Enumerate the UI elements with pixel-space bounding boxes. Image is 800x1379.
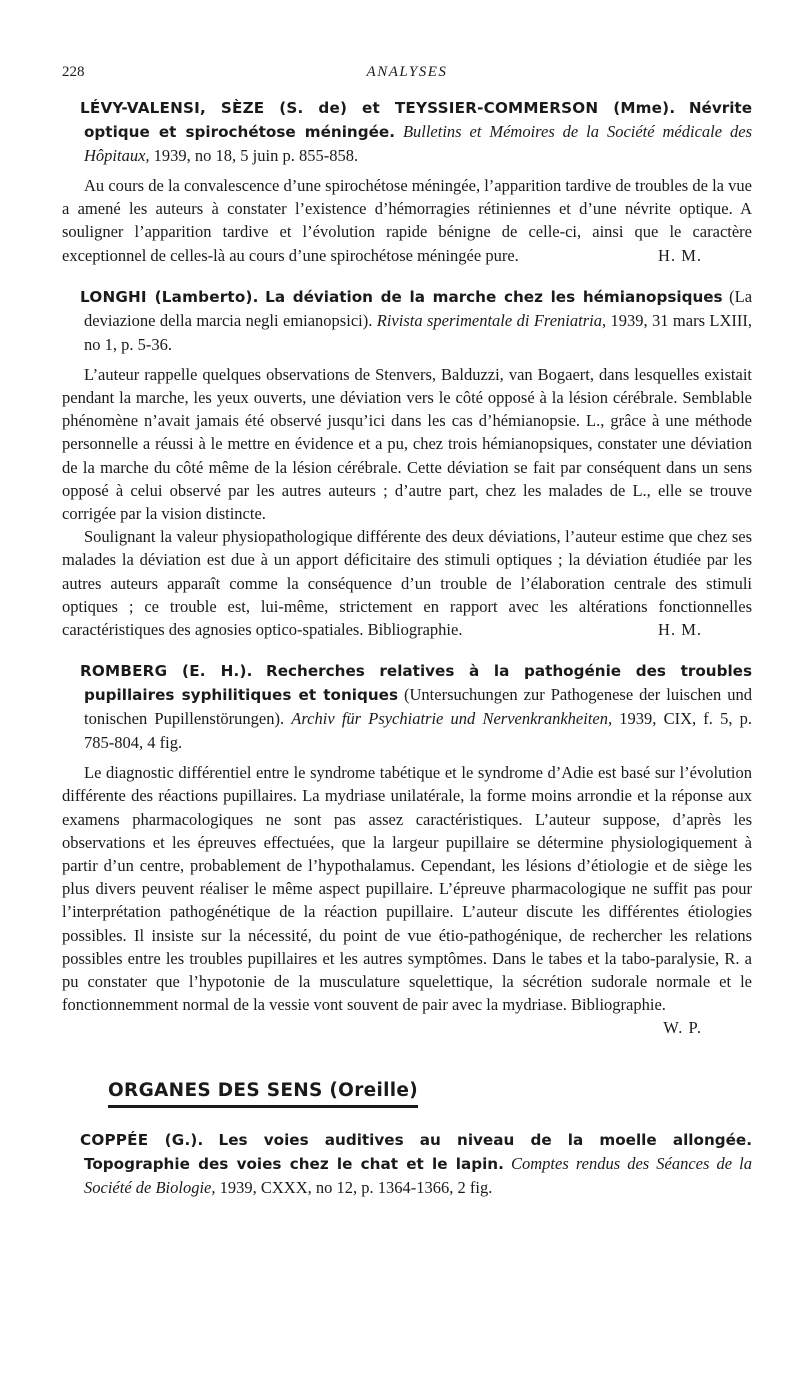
abstract-entry	[62, 1128, 752, 1200]
citation: 1939, no 18, 5 juin p. 855-858.	[153, 146, 359, 165]
article-title: Névrite optique et spirochétose méningée.	[84, 99, 752, 141]
abstract-text: Le diagnostic différentiel entre le syndrome tabétique et le syndrome d’Adie est basé sur l’évolution différente des réactions pupillaires. La mydriase unilatérale, la forme moins arrondie et la réponse aux examens pharmacologiques ne sont pas assez caractéristiques. L’auteur suppose, d’après les observations et les épreuves effectuées, que la largeur pupillaire se détermine physiologiquement à partir d’un centre, probablement de l’hypothalamus. Cependant, les lésions d’étiologie et de siège les plus divers peuvent réaliser le même aspect pupillaire. L’épreuve pharmacologique ne suffit pas pour l’interprétation pathogénétique de la réaction pupillaire. L’auteur discute les différentes étiologies possibles. Il insiste sur la nécessité, du point de vue étio-pathogénique, de rechercher les relations possibles entre les troubles pupillaires et les autres symptômes. Dans le tabes et la tabo-paralysie, R. a pu constater que l’hypotonie de la musculature squelettique, la sécrétion sudorale normale et le fonctionnemment normal de la vessie vont souvent de pair avec la mydriase. Bibliographie.	[62, 763, 752, 1015]
journal-name: Rivista sperimentale di Freniatria,	[376, 310, 607, 330]
journal-name: Comptes rendus des Séances de la Société de Biologie,	[84, 1153, 752, 1197]
citation: 1939, CIX, f. 5, p. 785-804, 4 fig.	[84, 709, 752, 753]
reference	[62, 285, 752, 357]
original-title: (Untersuchungen zur Pathogenese der luischen und tonischen Pupillenstörungen).	[84, 685, 752, 729]
citation: 1939, CXXX, no 12, p. 1364-1366, 2 fig.	[219, 1177, 493, 1197]
reviewer-signature: H. M.	[658, 245, 702, 265]
article-title: Les voies auditives au niveau de la moelle allongée. Topographie des voies chez le chat et le lapin.	[84, 1130, 753, 1173]
original-title: (La deviazione della marcia negli emianopsici).	[84, 286, 753, 330]
reviewer-signature: H. M.	[658, 620, 702, 640]
journal-name: Archiv für Psychiatrie und Nervenkrankheiten,	[291, 709, 613, 729]
abstract-paragraph	[62, 525, 752, 641]
abstract-text: Soulignant la valeur physiopathologique différente des deux déviations, l’auteur estime que chez ses malades la déviation est due à un apport déficitaire des stimuli optiques ; la déviation étudiée par les autres auteurs apparaît comme la conséquence d’un trouble de l’élaboration centrale des stimuli optiques ; ce trouble est, lui-même, strictement en rapport avec les altérations fonctionnelles caractéristiques des agnosies optico-spatiales. Bibliographie.	[62, 527, 752, 640]
reference	[62, 96, 752, 168]
running-title: ANALYSES	[366, 64, 448, 80]
abstract-paragraph: L’auteur rappelle quelques observations de Stenvers, Balduzzi, van Bogaert, dans lesquelles existait pendant la marche, les yeux ouverts, une déviation vers le côté opposé à la lésion cérébrale. Semblable phénomène n’avait jamais été observé jusqu’ici dans les cas d’hémianopsie. L., grâce à une méthode personnelle a réussi à le mettre en évidence et a pu, chez trois hémianopsiques, constater une déviation de la marche du côté même de la lésion cérébrale. Cette déviation se fait par conséquent dans un sens opposé à celui observé par les autres auteurs ; d’autre part, chez les malades de L., elle se trouve corrigée par la vision distincte.	[62, 364, 752, 524]
section-heading: ORGANES DES SENS (Oreille)	[108, 1080, 418, 1108]
author: COPPÉE (G.).	[80, 1130, 204, 1149]
article-title: La déviation de la marche chez les hémianopsiques	[265, 287, 723, 306]
author: LÉVY-VALENSI, SÈZE (S. de) et TEYSSIER-COMMERSON (Mme).	[80, 99, 676, 117]
reference	[62, 659, 752, 755]
running-head	[62, 64, 752, 88]
abstract-paragraph	[62, 174, 752, 267]
abstract-entry	[62, 96, 752, 267]
reference	[62, 1128, 752, 1200]
journal-name: Bulletins et Mémoires de la Société médicale des Hôpitaux,	[84, 122, 752, 165]
abstract-entry	[62, 285, 752, 641]
abstract-entry	[62, 659, 752, 1039]
page-number: 228	[62, 64, 85, 80]
article-title: Recherches relatives à la pathogénie des troubles pupillaires syphilitiques et toniques	[84, 662, 752, 705]
abstract-paragraph	[62, 761, 752, 1039]
reviewer-signature: W. P.	[663, 1018, 702, 1038]
author: LONGHI (Lamberto).	[80, 287, 259, 306]
author: ROMBERG (E. H.).	[80, 662, 253, 681]
page-content	[62, 96, 752, 1218]
citation: 1939, 31 mars LXIII, no 1, p. 5-36.	[84, 310, 752, 354]
abstract-text: Au cours de la convalescence d’une spirochétose méningée, l’apparition tardive de troubles de la vue a amené les auteurs à constater l’existence d’hémorragies rétiniennes et d’une névrite optique. A souligner l’apparition tardive et l’évolution rapide bénigne de celle-ci, ainsi que le caractère exceptionnel de celles-là au cours d’une spirochétose méningée pure.	[62, 176, 752, 265]
